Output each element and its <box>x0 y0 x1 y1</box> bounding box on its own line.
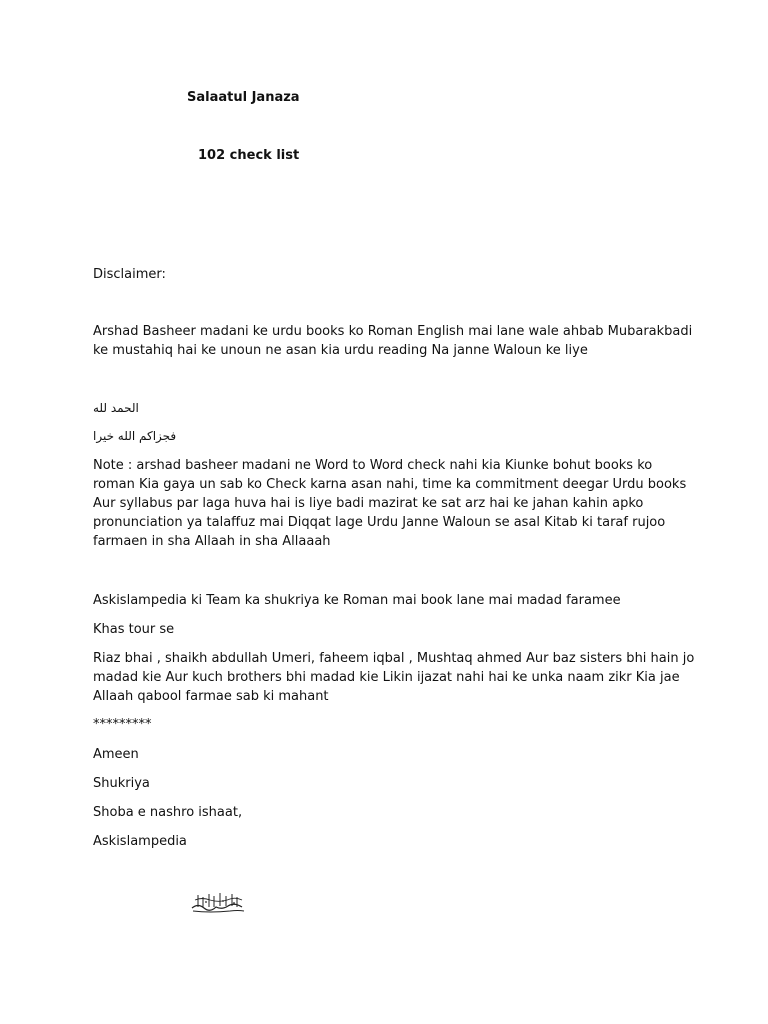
arabic-jazakallah: فجزاكم الله خيرا <box>93 429 177 443</box>
note-line: farmaen in sha Allaah in sha Allaaah <box>93 534 331 549</box>
bismillah-calligraphy-image <box>190 891 246 913</box>
intro-paragraph <box>93 322 693 360</box>
ameen-line: Ameen <box>93 747 139 762</box>
page-subtitle: 102 check list <box>198 148 300 163</box>
khas-tour-line: Khas tour se <box>93 622 175 637</box>
bismillah-calligraphy <box>190 891 246 919</box>
shoba-line: Shoba e nashro ishaat, <box>93 805 243 820</box>
note-line: Aur syllabus par laga huva hai is liye badi mazirat ke sat arz hai ke jahan kahin apko <box>93 496 644 511</box>
names-line: madad kie Aur kuch brothers bhi madad kie Likin ijazat nahi hai ke unka naam zikr Kia jae <box>93 670 680 685</box>
signature-line: Askislampedia <box>93 834 187 849</box>
arabic-alhamdulillah: الحمد لله <box>93 401 139 415</box>
disclaimer-heading: Disclaimer: <box>93 267 166 282</box>
names-paragraph <box>93 649 693 706</box>
note-paragraph <box>93 456 693 551</box>
note-line: Note : arshad basheer madani ne Word to Word check nahi kia Kiunke bohut books ko <box>93 458 653 473</box>
thanks-line: Askislampedia ki Team ka shukriya ke Roman mai book lane mai madad faramee <box>93 593 621 608</box>
intro-line: ke mustahiq hai ke unoun ne asan kia urdu reading Na janne Waloun ke liye <box>93 343 588 358</box>
note-line: pronunciation ya talaffuz mai Diqqat lage Urdu Janne Waloun se asal Kitab ki taraf rujoo <box>93 515 666 530</box>
intro-line: Arshad Basheer madani ke urdu books ko Roman English mai lane wale ahbab Mubarakbadi <box>93 324 693 339</box>
names-line: Riaz bhai , shaikh abdullah Umeri, faheem iqbal , Mushtaq ahmed Aur baz sisters bhi hain jo <box>93 651 695 666</box>
shukriya-line: Shukriya <box>93 776 150 791</box>
note-line: roman Kia gaya un sab ko Check karna asan nahi, time ka commitment deegar Urdu books <box>93 477 687 492</box>
stars-separator: ********* <box>93 717 152 732</box>
names-line: Allaah qabool farmae sab ki mahant <box>93 689 329 704</box>
page-title: Salaatul Janaza <box>187 90 300 105</box>
